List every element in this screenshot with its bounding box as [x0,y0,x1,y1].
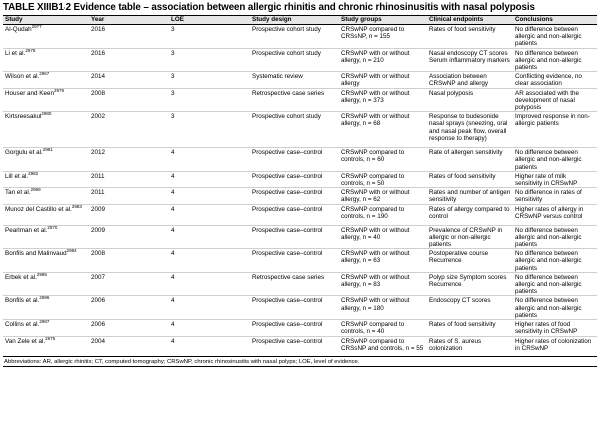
cell-year-text: 2011 [91,189,105,197]
cell-loe [169,225,250,249]
cell-study-text: Van Zele et al. [5,337,46,345]
cell-study-text: Bonfils and Malinvaud [5,250,67,258]
cell-study-groups [339,188,427,204]
cell-loe [169,72,250,88]
citation-reference: 2983 [71,204,82,209]
cell-study [3,320,89,336]
table-row [3,148,597,172]
cell-study-groups-text: CRSwNP with or without allergy, n = 40 [341,226,410,241]
citation-reference: 2984 [66,248,77,254]
cell-study-design-text: Retrospective case series [252,89,325,97]
cell-loe [169,249,250,273]
citation-reference: 2987 [39,319,50,324]
cell-study-design [250,225,339,249]
cell-clinical-endpoints-text: Rate of allergen sensitivity [429,149,503,157]
cell-study-groups [339,249,427,273]
cell-study-groups [339,336,427,356]
cell-clinical-endpoints [427,225,513,249]
cell-loe-text: 4 [171,273,175,281]
cell-study-design [250,188,339,204]
cell-study-groups-text: CRSwNP with or without allergy, n = 83 [341,273,410,289]
cell-study-text: Lill et al. [5,172,29,180]
cell-clinical-endpoints [427,88,513,112]
citation-reference: 2979 [54,88,65,93]
citation-reference: 2985 [36,272,47,277]
cell-study-groups-text: CRSwNP compared to controls, n = 190 [341,205,405,220]
cell-study [3,171,89,187]
cell-clinical-endpoints-text: Prevalence of CRSwNP in allergic or non-allergic patients [429,226,503,249]
cell-conclusions [513,112,597,148]
header-study-design: Study design [250,16,339,25]
cell-clinical-endpoints [427,320,513,336]
cell-study-design-text: Prospective case–control [252,250,323,258]
table-row [3,188,597,204]
cell-clinical-endpoints-text: Response to budesonide nasal sprays (sneezing, oral and nasal peak flow, overall response to therapy) [429,113,508,142]
cell-year [89,48,169,72]
cell-study-text: Gorgulu et al. [5,149,43,157]
cell-clinical-endpoints-text: Nasal polyposis [429,89,474,97]
cell-conclusions [513,88,597,112]
cell-year [89,25,169,49]
cell-study-groups [339,88,427,112]
cell-year-text: 2008 [91,89,106,97]
cell-clinical-endpoints [427,272,513,296]
cell-study-text: Pearlman et al. [5,226,48,234]
cell-year [89,336,169,356]
cell-study-groups [339,296,427,320]
cell-loe-text: 4 [171,149,175,157]
cell-study-design [250,320,339,336]
cell-clinical-endpoints-text: Rates of food sensitivity [429,26,496,33]
citation-reference: 2986 [39,295,50,301]
cell-clinical-endpoints-text: Postoperative course Recurrence [429,250,489,265]
cell-study-groups [339,320,427,336]
cell-loe-text: 4 [171,321,175,329]
header-study: Study [3,16,89,25]
cell-conclusions-text: No difference between allergic and non-allergic patients [515,273,582,296]
cell-conclusions-text: AR associated with the development of nasal polyposis [515,89,580,112]
cell-study-design-text: Retrospective case series [252,273,325,281]
cell-year-text: 2016 [91,49,106,57]
cell-study-design [250,249,339,273]
cell-conclusions-text: No difference between allergic and non-allergic patients [515,250,582,272]
cell-study-groups-text: CRSwNP with or without allergy [341,73,410,88]
cell-study-text: Tan et al. [5,189,31,197]
cell-year [89,272,169,296]
table-row [3,112,597,148]
cell-study-design-text: Prospective cohort study [252,49,321,57]
cell-year [89,204,169,225]
cell-clinical-endpoints-text: Nasal endoscopy CT scores Serum inflammatory markers [429,49,510,64]
citation-reference: 2975 [45,336,56,341]
cell-loe-text: 4 [171,172,175,180]
table-row [3,296,597,320]
cell-study-text: Houser and Keen [5,89,55,97]
table-footnote: Abbreviations: AR, allergic rhinitis; CT, computed tomography; CRSwNP, chronic rhinosinusitis with nasal polyps; LOE, level of evidence. [3,357,597,367]
table-body [3,25,597,357]
cell-loe [169,204,250,225]
citation-reference: 2977 [31,24,42,29]
cell-study-text: Bonfils et al. [5,297,40,305]
cell-study-design [250,296,339,320]
cell-year [89,188,169,204]
cell-conclusions [513,25,597,49]
cell-study-groups-text: CRSwNP with or without allergy, n = 68 [341,113,410,128]
citation-reference: 2969 [30,187,41,193]
cell-year-text: 2002 [91,113,106,121]
cell-clinical-endpoints [427,249,513,273]
cell-year-text: 2007 [91,273,106,281]
cell-loe-text: 4 [171,226,175,234]
table-row [3,72,597,88]
cell-study-groups-text: CRSwNP with or without allergy, n = 180 [341,297,410,312]
cell-study [3,88,89,112]
cell-study-groups [339,148,427,172]
cell-conclusions [513,72,597,88]
cell-clinical-endpoints [427,25,513,49]
cell-loe-text: 4 [171,250,175,258]
cell-study [3,272,89,296]
cell-clinical-endpoints-text: Association between CRSwNP and allergy [429,73,489,88]
cell-clinical-endpoints-text: Rates of allergy compared to control [429,205,510,220]
cell-loe [169,88,250,112]
cell-study-design [250,48,339,72]
cell-study-groups-text: CRSwNP with or without allergy, n = 210 [341,49,410,64]
cell-study-text: Erbek et al. [5,273,37,281]
table-row [3,249,597,273]
cell-year [89,225,169,249]
cell-study-groups-text: CRSwNP with or without allergy, n = 373 [341,89,410,104]
cell-year [89,249,169,273]
cell-study-design [250,272,339,296]
cell-study-text: Collins et al. [5,321,40,329]
cell-study [3,48,89,72]
cell-study-design [250,72,339,88]
cell-conclusions-text: Higher rate of milk sensitivity in CRSwNP [515,172,578,188]
header-year: Year [89,16,169,25]
cell-study-design-text: Prospective case–control [252,297,323,305]
cell-conclusions-text: Improved response in non-allergic patients [515,113,590,128]
cell-study [3,336,89,356]
cell-year-text: 2006 [91,321,106,329]
cell-conclusions [513,336,597,356]
header-study-groups: Study groups [339,16,427,25]
cell-year-text: 2009 [91,226,106,234]
cell-study-groups [339,72,427,88]
cell-study-groups [339,225,427,249]
cell-study-groups-text: CRSwNP compared to controls, n = 50 [341,172,405,188]
cell-conclusions [513,48,597,72]
cell-clinical-endpoints-text: Rates and number of antigen sensitivity [429,189,511,204]
cell-conclusions [513,249,597,273]
citation-reference: 2981 [42,147,53,153]
cell-study [3,296,89,320]
cell-loe-text: 3 [171,113,175,121]
table-row [3,204,597,225]
cell-study-groups-text: CRSwNP compared to CRSsNP, n = 155 [341,26,405,41]
cell-clinical-endpoints [427,48,513,72]
cell-study-groups [339,112,427,148]
cell-study [3,204,89,225]
cell-year [89,171,169,187]
table-row [3,272,597,296]
cell-clinical-endpoints-text: Rates of S. aureus colonization [429,337,482,352]
cell-study-groups [339,25,427,49]
table-row [3,225,597,249]
cell-study [3,25,89,49]
cell-conclusions-text: No difference between allergic and non-allergic patients [515,26,582,48]
cell-study-design-text: Prospective case–control [252,321,323,329]
table-row [3,25,597,49]
cell-conclusions [513,225,597,249]
cell-clinical-endpoints [427,296,513,320]
cell-loe [169,148,250,172]
cell-conclusions-text: Higher rates of allergy in CRSwNP versus control [515,205,584,220]
cell-study-design-text: Prospective case–control [252,205,323,213]
table-row [3,88,597,112]
cell-study-groups [339,48,427,72]
header-clinical-endpoints: Clinical endpoints [427,16,513,25]
cell-conclusions [513,296,597,320]
cell-study [3,225,89,249]
header-loe: LOE [169,16,250,25]
cell-clinical-endpoints [427,204,513,225]
table-header-row [3,16,597,25]
table-row [3,171,597,187]
cell-year [89,320,169,336]
cell-conclusions-text: No difference between allergic and non-allergic patients [515,49,582,72]
table-row [3,320,597,336]
cell-clinical-endpoints-text: Polyp size Symptom scores Recurrence [429,273,507,289]
cell-study-design-text: Prospective case–control [252,226,323,234]
cell-study [3,188,89,204]
cell-study-groups-text: CRSwNP compared to controls, n = 60 [341,149,405,164]
citation-reference: 2978 [25,48,36,53]
cell-conclusions-text: No difference in rates of sensitivity [515,189,582,204]
table-title [3,1,597,15]
cell-year-text: 2016 [91,26,106,33]
cell-conclusions [513,272,597,296]
cell-study-design [250,25,339,49]
citation-reference: 2967 [39,71,50,77]
cell-study [3,249,89,273]
cell-study-design [250,171,339,187]
cell-loe [169,171,250,187]
citation-reference: 2980 [41,111,52,117]
cell-conclusions-text: Higher rates of food sensitivity in CRSwNP [515,321,578,336]
cell-clinical-endpoints [427,188,513,204]
cell-loe-text: 3 [171,49,175,57]
cell-loe [169,25,250,49]
cell-study-design [250,204,339,225]
cell-clinical-endpoints [427,72,513,88]
cell-study-text: Kirtsreesakul [5,113,42,121]
cell-study-groups-text: CRSwNP with or without allergy, n = 63 [341,250,410,265]
cell-year [89,88,169,112]
cell-study-groups [339,204,427,225]
cell-year [89,296,169,320]
cell-conclusions [513,320,597,336]
cell-year-text: 2009 [91,205,106,213]
cell-study [3,72,89,88]
table-title-number: TABLE XIIIB1 [3,2,64,13]
cell-loe-text: 4 [171,297,175,305]
cell-study-text: Wilson et al. [5,73,40,81]
cell-study-groups-text: CRSwNP compared to controls, n = 40 [341,321,405,336]
cell-study-text: Munoz del Castillo et al. [5,205,72,213]
cell-study-design [250,88,339,112]
table-title-text: 2 Evidence table – association between allergic rhinitis and chronic rhinosinusitis with nasal polyposis [65,2,535,13]
cell-clinical-endpoints [427,171,513,187]
cell-clinical-endpoints-text: Endoscopy CT scores [429,297,491,305]
cell-conclusions [513,204,597,225]
cell-conclusions-text: Conflicting evidence, no clear association [515,73,582,88]
cell-study-design-text: Prospective case–control [252,149,323,157]
cell-conclusions [513,171,597,187]
cell-study-design-text: Prospective case–control [252,189,323,197]
cell-clinical-endpoints [427,148,513,172]
cell-clinical-endpoints-text: Rates of food sensitivity [429,321,496,329]
cell-loe [169,188,250,204]
cell-conclusions-text: Higher rates of colonization in CRSwNP [515,337,592,352]
cell-year-text: 2011 [91,172,105,180]
cell-study-design [250,148,339,172]
cell-study-design-text: Prospective cohort study [252,26,321,33]
cell-loe-text: 3 [171,73,175,81]
table-title-separator: · [63,6,66,12]
cell-conclusions-text: No difference between allergic and non-allergic patients [515,226,582,249]
cell-conclusions-text: No difference between allergic and non-allergic patients [515,297,582,319]
cell-study [3,148,89,172]
cell-clinical-endpoints-text: Rates of food sensitivity [429,172,496,180]
cell-year-text: 2012 [91,149,106,157]
table-row [3,48,597,72]
cell-year-text: 2014 [91,73,106,81]
cell-study-design-text: Prospective cohort study [252,113,321,121]
cell-clinical-endpoints [427,336,513,356]
cell-loe-text: 4 [171,189,175,197]
header-conclusions: Conclusions [513,16,597,25]
evidence-table [3,15,597,357]
cell-study-groups-text: CRSwNP compared to CRSsNP and controls, n = 55 [341,337,424,352]
cell-loe-text: 3 [171,26,175,33]
cell-year-text: 2004 [91,337,106,345]
cell-study-design [250,112,339,148]
cell-year-text: 2008 [91,250,106,258]
cell-study-design-text: Prospective case–control [252,337,323,345]
cell-clinical-endpoints [427,112,513,148]
cell-loe [169,112,250,148]
cell-study-text: Li et al. [5,49,26,57]
cell-loe-text: 4 [171,337,175,345]
cell-year [89,112,169,148]
cell-conclusions [513,188,597,204]
cell-study-groups [339,272,427,296]
cell-loe-text: 3 [171,89,175,97]
cell-loe [169,336,250,356]
cell-study [3,112,89,148]
cell-year [89,148,169,172]
cell-study-groups-text: CRSwNP with or without allergy, n = 62 [341,189,410,204]
cell-loe [169,48,250,72]
cell-study-design [250,336,339,356]
cell-study-design-text: Prospective case–control [252,172,323,180]
cell-loe [169,272,250,296]
citation-reference: 2982 [28,171,39,176]
cell-study-design-text: Systematic review [252,73,303,81]
cell-study-text: Al-Qudah [5,26,32,33]
cell-year-text: 2006 [91,297,106,305]
citation-reference: 2970 [47,225,58,230]
cell-study-groups [339,171,427,187]
cell-loe [169,320,250,336]
table-row [3,336,597,356]
cell-loe-text: 4 [171,205,175,213]
cell-conclusions [513,148,597,172]
cell-loe [169,296,250,320]
cell-conclusions-text: No difference between allergic and non-allergic patients [515,149,582,171]
cell-year [89,72,169,88]
